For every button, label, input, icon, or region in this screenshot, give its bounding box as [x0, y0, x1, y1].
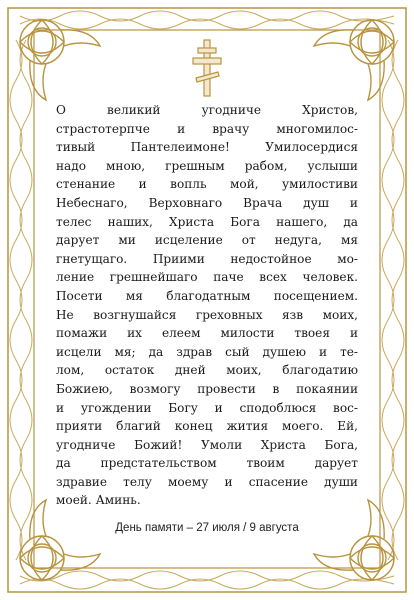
prayer-text: [56, 101, 358, 510]
prayer-line: прияти благий конец жития моего. Ей,: [56, 419, 358, 434]
prayer-line: О великий угодниче Христов,: [56, 103, 358, 117]
prayer-line: помажи их елеем милости твоея и: [56, 326, 358, 341]
prayer-line: надо мною, грешным рабом, услыши: [56, 158, 358, 173]
prayer-line: страстотерпче и врачу многомилос-: [56, 121, 358, 136]
prayer-line: Божиею, возмогу провести в покаянии: [56, 381, 358, 396]
prayer-line: стенание и вопль мой, умилостиви: [56, 177, 358, 192]
prayer-line: Небеснаго, Верховнаго Врача душ и: [56, 195, 358, 210]
prayer-line: гнетущаго. Приими недостойное мо-: [56, 251, 358, 266]
braid-left: [10, 40, 32, 560]
prayer-line: телес наших, Христа Бога нашего, да: [56, 214, 358, 229]
corner-knot-top-left: [20, 20, 100, 100]
prayer-line: ление грешнейшаго паче всех человек.: [56, 270, 358, 285]
prayer-line: тивый Пантелеимоне! Умилосердися: [56, 140, 358, 155]
prayer-line: моей. Аминь.: [56, 493, 141, 508]
prayer-line: и угождении Богу и сподоблюся вос-: [56, 400, 358, 415]
braid-top: [20, 11, 394, 29]
prayer-line: исцели мя; да здрав сый душею и те-: [56, 344, 358, 359]
braid-bottom: [20, 571, 394, 589]
prayer-line: да предстательством твоим дарует: [56, 456, 358, 471]
prayer-line: дарует ми исцеление от недуга, мя: [56, 233, 358, 248]
prayer-line: лом, остаток дней моих, благодатию: [56, 363, 358, 378]
prayer-line: здравие телу моему и спасение души: [56, 474, 358, 489]
corner-knot-top-right: [314, 20, 394, 100]
feast-day-caption: День памяти – 27 июля / 9 августа: [115, 522, 299, 534]
orthodox-cross-icon: [190, 38, 224, 98]
prayer-line: угодниче Божий! Умоли Христа Бога,: [56, 437, 358, 452]
braid-right: [382, 40, 404, 560]
prayer-line: Посети мя благодатным посещением.: [56, 288, 358, 303]
prayer-line: Не возгнушайся греховных язв моих,: [56, 307, 358, 322]
